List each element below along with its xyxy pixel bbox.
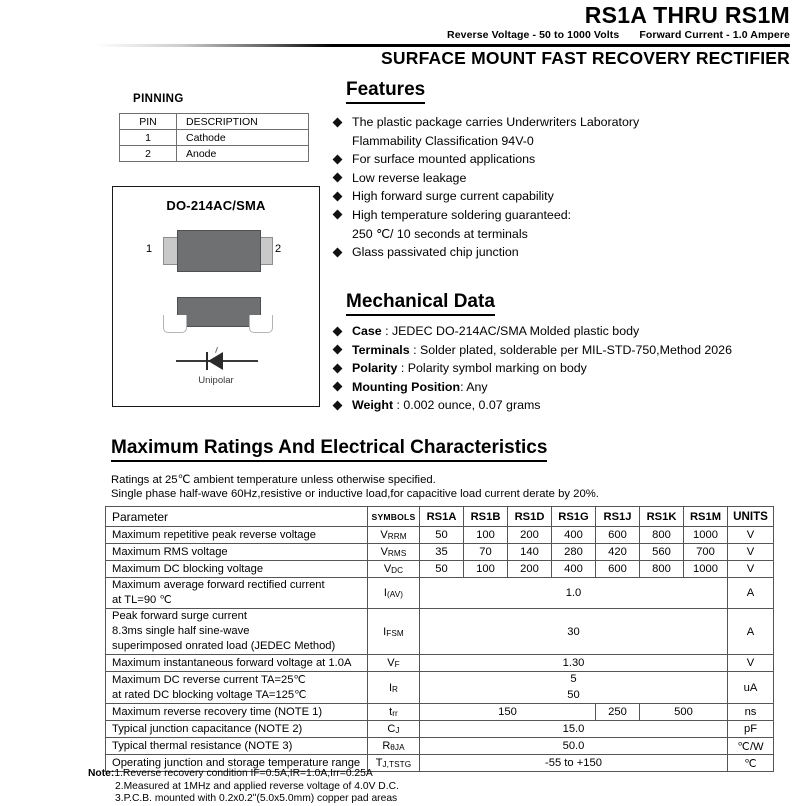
row-value: 800 <box>640 561 684 578</box>
row-value: 140 <box>508 544 552 561</box>
row-value: 50 <box>420 561 464 578</box>
table-row <box>106 672 774 704</box>
row-value: 560 <box>640 544 684 561</box>
table-row <box>106 578 774 609</box>
mechanical-term: Terminals <box>352 342 410 357</box>
row-parameter: Maximum DC blocking voltage <box>106 561 368 578</box>
table-row <box>120 146 309 162</box>
product-banner: SURFACE MOUNT FAST RECOVERY RECTIFIER <box>381 48 790 68</box>
row-parameter <box>106 609 368 655</box>
diode-cathode-bar <box>206 352 208 370</box>
footnote-3 <box>88 793 399 806</box>
row-value-span: 50.0 <box>420 738 728 755</box>
row-value-group: 500 <box>640 704 728 721</box>
mechanical-value: : Polarity symbol marking on body <box>397 361 587 376</box>
row-symbol: $I_{FSM}$ <box>368 609 420 655</box>
feature-text: High temperature soldering guaranteed: <box>352 207 572 222</box>
footnotes <box>88 768 399 806</box>
mechanical-value: : JEDEC DO-214AC/SMA Molded plastic body <box>381 324 640 338</box>
list-item <box>332 396 792 415</box>
mechanical-value: : 0.002 ounce, 0.07 grams <box>393 398 541 413</box>
row-value-span: 30 <box>420 609 728 655</box>
footnote-2-text: 2.Measured at 1MHz and applied reverse voltage of 4.0V D.C. <box>115 780 399 792</box>
diamond-bullet-icon <box>333 345 343 355</box>
diode-symbol-icon <box>176 351 258 371</box>
row-parameter: Maximum instantaneous forward voltage at 1.0A <box>106 655 368 672</box>
row-parameter: Typical junction capacitance (NOTE 2) <box>106 721 368 738</box>
row-parameter-line1: Maximum DC reverse current TA=25℃ <box>112 673 306 686</box>
col-part-rs1g: RS1G <box>552 507 596 527</box>
diamond-bullet-icon <box>333 191 343 201</box>
row-symbol: $T_{J,TSTG}$ <box>368 755 420 772</box>
table-row <box>106 738 774 755</box>
row-parameter-line1: Peak forward surge current <box>112 610 247 622</box>
pinning-col-pin: PIN <box>120 114 177 130</box>
row-symbol: $R_{\theta JA}$ <box>368 738 420 755</box>
part-number-title: RS1A THRU RS1M <box>584 2 790 28</box>
feature-text-line2: 250 ℃/ 10 seconds at terminals <box>352 226 528 241</box>
row-parameter-line2: at rated DC blocking voltage TA=125℃ <box>112 688 307 701</box>
col-symbols: SYMBOLS <box>368 507 420 527</box>
row-unit: ℃/W <box>728 738 774 755</box>
row-value-span: 1.30 <box>420 655 728 672</box>
row-value-span: 1.0 <box>420 578 728 609</box>
row-value-span: 15.0 <box>420 721 728 738</box>
row-value: 400 <box>552 527 596 544</box>
package-pin1-label: 1 <box>146 243 153 255</box>
package-foot-left <box>163 315 187 333</box>
package-body-top <box>177 230 261 272</box>
row-value: 35 <box>420 544 464 561</box>
features-heading: Features <box>346 79 425 104</box>
row-value-span <box>420 672 728 704</box>
row-value: 600 <box>596 561 640 578</box>
diode-triangle <box>208 352 223 370</box>
row-parameter: Maximum reverse recovery time (NOTE 1) <box>106 704 368 721</box>
row-value: 100 <box>464 527 508 544</box>
row-symbol: $V_{RRM}$ <box>368 527 420 544</box>
row-value: 280 <box>552 544 596 561</box>
table-row <box>106 527 774 544</box>
ratings-heading: Maximum Ratings And Electrical Characteristics <box>111 437 547 462</box>
pin-number: 1 <box>120 130 177 146</box>
package-side-view <box>163 297 273 333</box>
mechanical-term: Case <box>352 324 382 338</box>
feature-text: Low reverse leakage <box>352 170 467 185</box>
feature-text-line2: Flammability Classification 94V-0 <box>352 133 534 148</box>
row-value-line1: 5 <box>570 673 577 685</box>
col-part-rs1d: RS1D <box>508 507 552 527</box>
row-value: 50 <box>420 527 464 544</box>
table-row <box>120 130 309 146</box>
footnote-3-text: 3.P.C.B. mounted with 0.2x0.2ʺ(5.0x5.0mm) copper pad areas <box>115 793 398 805</box>
row-parameter <box>106 578 368 609</box>
table-row <box>106 704 774 721</box>
table-row <box>106 655 774 672</box>
list-item <box>332 169 752 188</box>
mechanical-value: : Solder plated, solderable per MIL-STD-750,Method 2026 <box>409 342 732 357</box>
diamond-bullet-icon <box>333 382 343 392</box>
diode-symbol-caption: Unipolar <box>198 375 234 386</box>
row-unit: ℃ <box>728 755 774 772</box>
footnote-1 <box>88 768 399 781</box>
list-item <box>332 150 752 169</box>
row-value: 400 <box>552 561 596 578</box>
row-value-group: 150 <box>420 704 596 721</box>
package-top-view <box>163 230 273 270</box>
row-parameter-line2: at TL=90 ℃ <box>112 594 172 606</box>
row-symbol: $I_{(AV)}$ <box>368 578 420 609</box>
list-item <box>332 341 792 360</box>
row-value: 200 <box>508 561 552 578</box>
row-value: 600 <box>596 527 640 544</box>
reverse-voltage-spec: Reverse Voltage - 50 to 1000 Volts <box>447 29 620 41</box>
table-row <box>120 114 309 130</box>
col-part-rs1b: RS1B <box>464 507 508 527</box>
diamond-bullet-icon <box>333 363 343 373</box>
package-foot-right <box>249 315 273 333</box>
diamond-bullet-icon <box>333 173 343 183</box>
row-parameter-line1: Maximum average forward rectified current <box>112 579 325 591</box>
feature-text: The plastic package carries Underwriters Laboratory <box>352 115 640 129</box>
footnote-label: Note: <box>88 768 115 779</box>
features-list <box>332 113 752 262</box>
list-item <box>332 378 792 397</box>
diamond-bullet-icon <box>333 400 343 410</box>
mechanical-data-list <box>332 322 792 415</box>
row-unit: A <box>728 578 774 609</box>
row-unit: ns <box>728 704 774 721</box>
row-value: 700 <box>684 544 728 561</box>
pin-number: 2 <box>120 146 177 162</box>
row-symbol: $t_{rr}$ <box>368 704 420 721</box>
diamond-bullet-icon <box>333 154 343 164</box>
col-part-rs1a: RS1A <box>420 507 464 527</box>
row-value: 100 <box>464 561 508 578</box>
col-part-rs1j: RS1J <box>596 507 640 527</box>
row-parameter: Operating junction and storage temperature range <box>106 755 368 772</box>
diamond-bullet-icon <box>333 210 343 220</box>
row-parameter: Maximum RMS voltage <box>106 544 368 561</box>
feature-text: Glass passivated chip junction <box>352 245 519 260</box>
mechanical-data-heading: Mechanical Data <box>346 291 495 316</box>
row-symbol: $I_R$ <box>368 672 420 704</box>
ratings-note-b: Single phase half-wave 60Hz,resistive or inductive load,for capacitive load current derate by 20%. <box>111 488 599 500</box>
pin-description: Cathode <box>177 130 309 146</box>
row-value: 420 <box>596 544 640 561</box>
header-specs <box>0 29 790 41</box>
table-row <box>106 609 774 655</box>
row-parameter: Typical thermal resistance (NOTE 3) <box>106 738 368 755</box>
feature-text: For surface mounted applications <box>352 152 536 167</box>
row-parameter-line2: 8.3ms single half sine-wave <box>112 625 250 637</box>
pinning-label: PINNING <box>133 93 184 105</box>
row-symbol: $V_{DC}$ <box>368 561 420 578</box>
row-unit: A <box>728 609 774 655</box>
pinning-table <box>119 113 309 162</box>
row-parameter-line3: superimposed onrated load (JEDEC Method) <box>112 640 336 652</box>
package-diagram-box <box>112 186 320 407</box>
row-symbol: $C_J$ <box>368 721 420 738</box>
table-header-row <box>106 507 774 527</box>
header-divider-rule <box>96 44 790 47</box>
row-unit: uA <box>728 672 774 704</box>
mechanical-term: Polarity <box>352 361 398 376</box>
diamond-bullet-icon <box>333 326 343 336</box>
list-item <box>332 322 792 341</box>
mechanical-term: Weight <box>352 398 394 413</box>
row-parameter: Maximum repetitive peak reverse voltage <box>106 527 368 544</box>
row-unit: V <box>728 655 774 672</box>
list-item <box>332 206 752 243</box>
forward-current-spec: Forward Current - 1.0 Ampere <box>639 29 790 41</box>
row-symbol: $V_F$ <box>368 655 420 672</box>
list-item <box>332 187 752 206</box>
row-value-span: -55 to +150 <box>420 755 728 772</box>
row-unit: V <box>728 561 774 578</box>
mechanical-value: : Any <box>460 379 488 394</box>
row-value: 1000 <box>684 561 728 578</box>
pinning-col-description: DESCRIPTION <box>177 114 309 130</box>
col-part-rs1k: RS1K <box>640 507 684 527</box>
package-pin2-label: 2 <box>275 243 282 255</box>
list-item <box>332 359 792 378</box>
row-value: 1000 <box>684 527 728 544</box>
list-item <box>332 243 752 262</box>
package-title: DO-214AC/SMA <box>166 198 266 213</box>
row-unit: V <box>728 527 774 544</box>
col-part-rs1m: RS1M <box>684 507 728 527</box>
col-parameter: Parameter <box>106 507 368 527</box>
footnote-1-text: 1.Reverse recovery condition IF=0.5A,IR=1.0A,Irr=0.25A <box>114 768 373 779</box>
feature-text: High forward surge current capability <box>352 189 554 204</box>
row-symbol: $V_{RMS}$ <box>368 544 420 561</box>
table-row <box>106 561 774 578</box>
pin-description: Anode <box>177 146 309 162</box>
ratings-table <box>105 506 774 772</box>
row-value: 200 <box>508 527 552 544</box>
row-value-group: 250 <box>596 704 640 721</box>
row-value-line2: 50 <box>567 688 580 701</box>
table-row <box>106 721 774 738</box>
diamond-bullet-icon <box>333 247 343 257</box>
ratings-note-a: Ratings at 25℃ ambient temperature unless otherwise specified. <box>111 474 436 486</box>
table-row <box>106 544 774 561</box>
row-unit: V <box>728 544 774 561</box>
row-value: 70 <box>464 544 508 561</box>
row-parameter <box>106 672 368 704</box>
row-value: 800 <box>640 527 684 544</box>
footnote-2 <box>88 781 399 794</box>
mechanical-term: Mounting Position <box>352 379 461 394</box>
col-units: UNITS <box>728 507 774 527</box>
row-unit: pF <box>728 721 774 738</box>
diamond-bullet-icon <box>333 117 343 127</box>
list-item <box>332 113 752 150</box>
